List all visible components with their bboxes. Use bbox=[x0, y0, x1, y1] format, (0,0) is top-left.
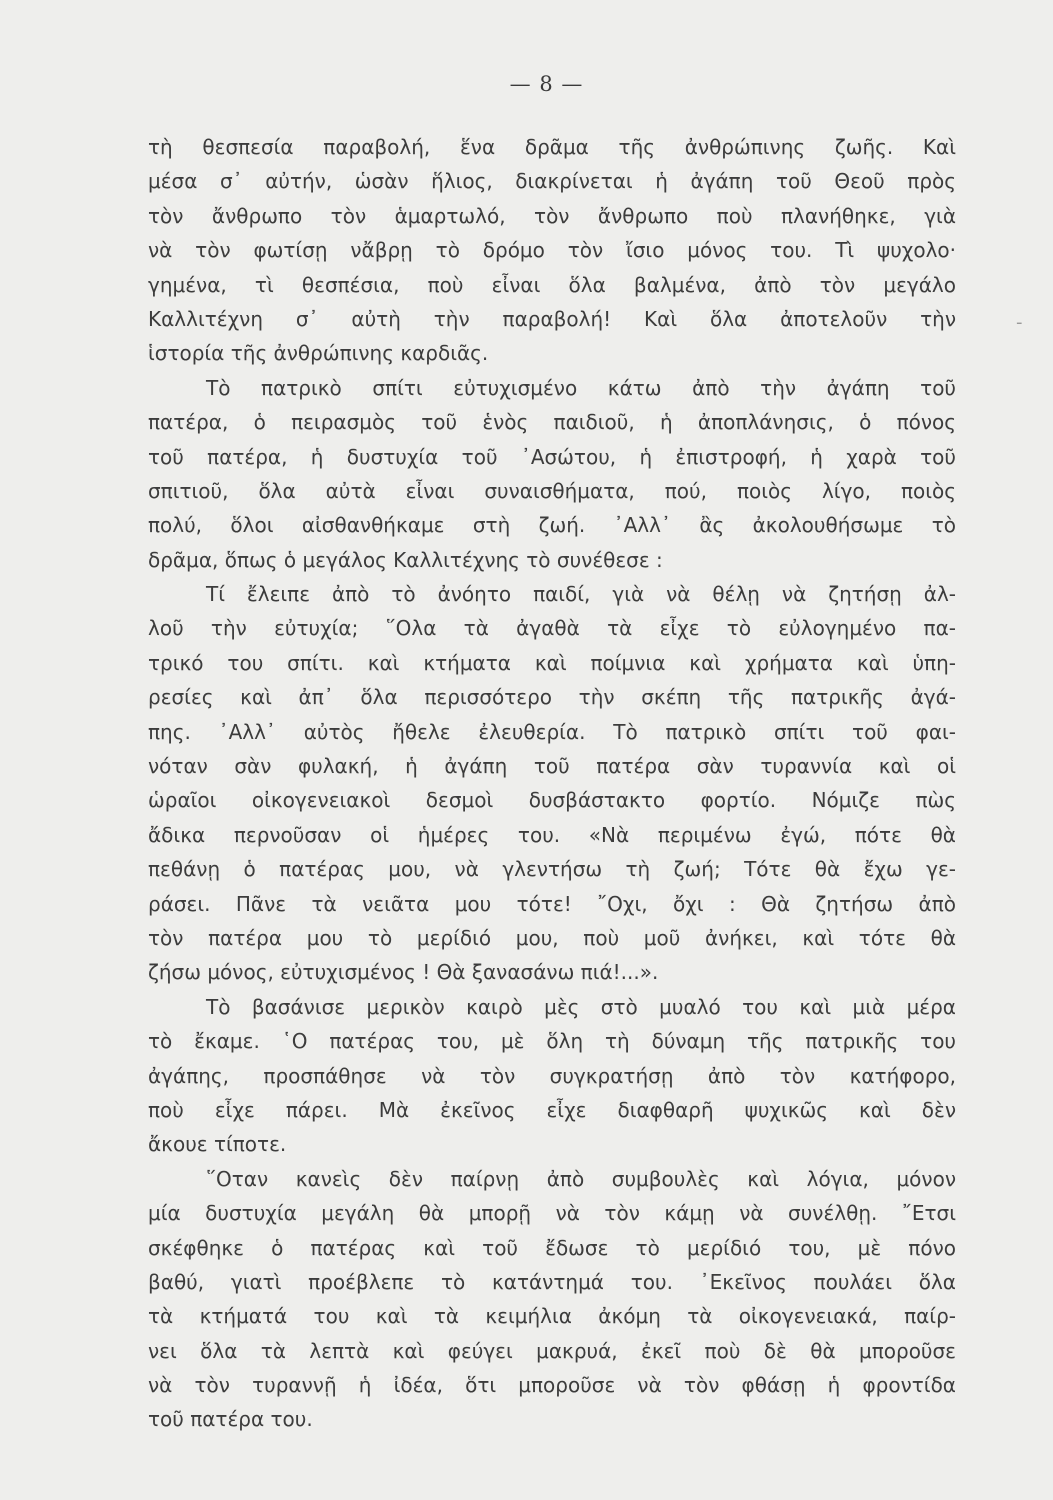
text-line: βαθύ, γιατὶ προέβλεπε τὸ κατάντημά του. ᾽Εκεῖνος πουλάει ὅλα bbox=[148, 1269, 956, 1294]
text-line: ἄδικα περνοῦσαν οἱ ἡμέρες του. «Νὰ περιμένω ἐγώ, πότε θὰ bbox=[148, 822, 956, 847]
text-line: μέσα σ᾽ αὐτήν, ὡσὰν ἥλιος, διακρίνεται ἡ ἀγάπη τοῦ Θεοῦ πρὸς bbox=[148, 169, 956, 194]
text-line: τὸ ἔκαμε. ῾Ο πατέρας του, μὲ ὅλη τὴ δύναμη τῆς πατρικῆς του bbox=[148, 1029, 956, 1054]
text-line: τὸν ἄνθρωπο τὸν ἁμαρτωλό, τὸν ἄνθρωπο ποὺ πλανήθηκε, γιὰ bbox=[148, 203, 956, 228]
text-line: νόταν σὰν φυλακή, ἡ ἀγάπη τοῦ πατέρα σὰν τυραννία καὶ οἱ bbox=[148, 754, 956, 779]
text-line: Καλλιτέχνη σ᾽ αὐτὴ τὴν παραβολή! Καὶ ὅλα ἀποτελοῦν τὴν bbox=[148, 306, 956, 331]
text-line: τὴ θεσπεσία παραβολή, ἕνα δρᾶμα τῆς ἀνθρώπινης ζωῆς. Καὶ bbox=[148, 135, 956, 159]
text-line: ράσει. Πᾶνε τὰ νειᾶτα μου τότε! ῎Οχι, ὄχι : Θὰ ζητήσω ἀπὸ bbox=[148, 891, 956, 916]
text-line: ἄκουε τίποτε. bbox=[148, 1132, 287, 1157]
text-line: νει ὅλα τὰ λεπτὰ καὶ φεύγει μακρυά, ἐκεῖ ποὺ δὲ θὰ μποροῦσε bbox=[148, 1338, 956, 1363]
text-line: τὰ κτήματά του καὶ τὰ κειμήλια ἀκόμη τὰ οἰκογενειακά, παίρ- bbox=[148, 1304, 956, 1329]
text-line: πεθάνῃ ὁ πατέρας μου, νὰ γλεντήσω τὴ ζωή; Τότε θὰ ἔχω γε- bbox=[148, 857, 956, 882]
text-line: τρικό του σπίτι. καὶ κτήματα καὶ ποίμνια καὶ χρήματα καὶ ὑπη- bbox=[148, 650, 956, 675]
text-line: δρᾶμα, ὅπως ὁ μεγάλος Καλλιτέχνης τὸ συνέθεσε : bbox=[148, 547, 663, 572]
text-line: Τὸ βασάνισε μερικὸν καιρὸ μὲς στὸ μυαλό του καὶ μιὰ μέρα bbox=[206, 994, 956, 1019]
text-line: ρεσίες καὶ ἀπ᾽ ὅλα περισσότερο τὴν σκέπη τῆς πατρικῆς ἀγά- bbox=[148, 685, 956, 710]
text-line: ἀγάπης, προσπάθησε νὰ τὸν συγκρατήσῃ ἀπὸ τὸν κατήφορο, bbox=[148, 1063, 956, 1088]
text-line: πολύ, ὅλοι αἰσθανθήκαμε στὴ ζωή. ᾽Αλλ᾽ ἂς ἀκολουθήσωμε τὸ bbox=[148, 513, 956, 538]
text-line: πης. ᾽Αλλ᾽ αὐτὸς ἤθελε ἐλευθερία. Τὸ πατρικὸ σπίτι τοῦ φαι- bbox=[148, 719, 956, 744]
text-line: ὡραῖοι οἰκογενειακοὶ δεσμοὶ δυσβάστακτο φορτίο. Νόμιζε πὼς bbox=[148, 788, 956, 813]
text-line: ποὺ εἶχε πάρει. Μὰ ἐκεῖνος εἶχε διαφθαρῆ ψυχικῶς καὶ δὲν bbox=[148, 1097, 956, 1122]
text-line: σπιτιοῦ, ὅλα αὐτὰ εἶναι συναισθήματα, πού, ποιὸς λίγο, ποιὸς bbox=[148, 478, 956, 503]
text-line: τὸν πατέρα μου τὸ μερίδιό μου, ποὺ μοῦ ἀνήκει, καὶ τότε θὰ bbox=[148, 925, 956, 950]
text-line: νὰ τὸν τυραννῇ ἡ ἰδέα, ὅτι μποροῦσε νὰ τὸν φθάσῃ ἡ φροντίδα bbox=[148, 1373, 956, 1398]
text-line: ῞Οταν κανεὶς δὲν παίρνῃ ἀπὸ συμβουλὲς καὶ λόγια, μόνον bbox=[206, 1166, 956, 1191]
body-text bbox=[148, 130, 956, 1437]
text-line: τοῦ πατέρα, ἡ δυστυχία τοῦ ᾽Ασώτου, ἡ ἐπιστροφή, ἡ χαρὰ τοῦ bbox=[148, 444, 956, 469]
text-line: μία δυστυχία μεγάλη θὰ μπορῇ νὰ τὸν κάμῃ νὰ συνέλθῃ. ῎Ετσι bbox=[148, 1201, 956, 1226]
margin-dash: - bbox=[1016, 312, 1023, 333]
text-line: Τὸ πατρικὸ σπίτι εὐτυχισμένο κάτω ἀπὸ τὴν ἀγάπη τοῦ bbox=[206, 375, 956, 400]
text-line: λοῦ τὴν εὐτυχία; ῞Ολα τὰ ἀγαθὰ τὰ εἶχε τὸ εὐλογημένο πα- bbox=[148, 616, 956, 641]
text-line: ζήσω μόνος, εὐτυχισμένος ! Θὰ ξανασάνω πιά!...». bbox=[148, 960, 659, 985]
text-line: γημένα, τὶ θεσπέσια, ποὺ εἶναι ὅλα βαλμένα, ἀπὸ τὸν μεγάλο bbox=[148, 272, 956, 297]
text-line: πατέρα, ὁ πειρασμὸς τοῦ ἑνὸς παιδιοῦ, ἡ ἀποπλάνησις, ὁ πόνος bbox=[148, 410, 956, 435]
text-line: νὰ τὸν φωτίσῃ νἄβρῃ τὸ δρόμο τὸν ἴσιο μόνος του. Τὶ ψυχολο· bbox=[148, 238, 956, 263]
text-line: ἱστορία τῆς ἀνθρώπινης καρδιᾶς. bbox=[148, 341, 489, 366]
page-number: — 8 — bbox=[509, 72, 584, 96]
text-line: σκέφθηκε ὁ πατέρας καὶ τοῦ ἔδωσε τὸ μερίδιό του, μὲ πόνο bbox=[148, 1235, 956, 1260]
text-line: Τί ἔλειπε ἀπὸ τὸ ἀνόητο παιδί, γιὰ νὰ θέλῃ νὰ ζητήσῃ ἀλ- bbox=[206, 582, 956, 607]
text-line: τοῦ πατέρα του. bbox=[148, 1407, 313, 1432]
